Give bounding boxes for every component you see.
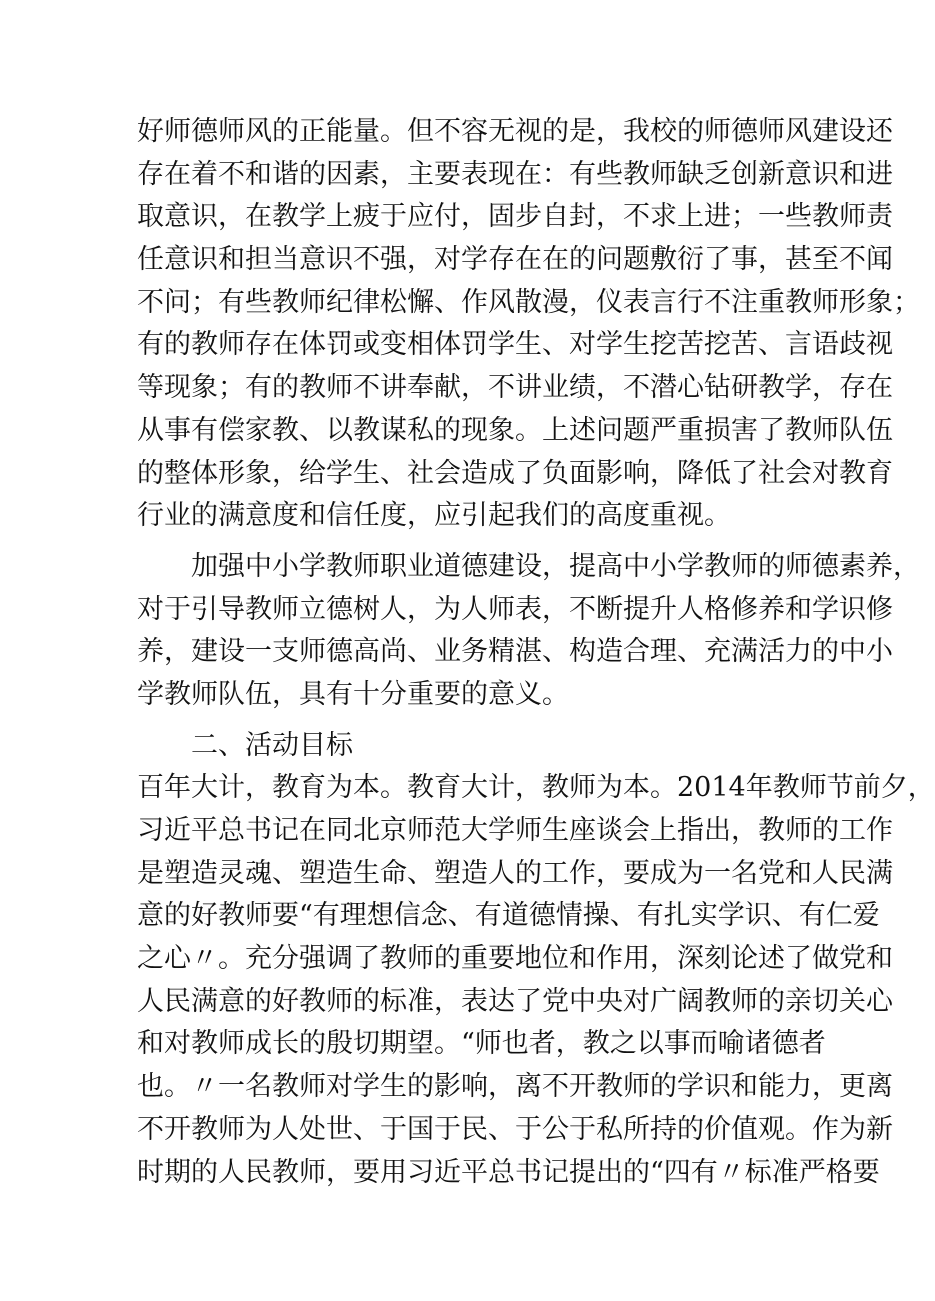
text-line: 不开教师为人处世、于国于民、于公于私所持的价值观。作为新 (137, 1113, 893, 1145)
paragraph-spacer (137, 717, 787, 725)
paragraph-spacer (137, 538, 787, 546)
text-line: 存在着不和谐的因素，主要表现在：有些教师缺乏创新意识和进 (137, 158, 893, 190)
text-line: 取意识，在教学上疲于应付，固步自封，不求上进；一些教师责 (137, 201, 893, 233)
text-line: 养，建设一支师德高尚、业务精湛、构造合理、充满活力的中小 (137, 636, 893, 668)
text-line: 之心〃。充分强调了教师的重要地位和作用，深刻论述了做党和 (137, 943, 893, 975)
text-line: 是塑造灵魂、塑造生命、塑造人的工作，要成为一名党和人民满 (137, 857, 893, 889)
text-line: 对于引导教师立德树人，为人师表，不断提升人格修养和学识修 (137, 593, 893, 625)
paragraph-3 (137, 767, 935, 1194)
text-line: 人民满意的好教师的标准，表达了党中央对广阔教师的亲切关心 (137, 985, 893, 1017)
text-line: 百年大计，教育为本。教育大计，教师为本。2014年教师节前夕， (137, 772, 935, 804)
text-line: 和对教师成长的殷切期望。“师也者，教之以事而喻诸德者 (137, 1028, 826, 1060)
section-heading: 二、活动目标 (137, 729, 353, 761)
text-line: 也。〃一名教师对学生的影响，离不开教师的学识和能力，更离 (137, 1071, 893, 1103)
document-body (137, 111, 935, 1194)
text-line: 学教师队伍，具有十分重要的意义。 (137, 678, 569, 710)
text-line: 的整体形象，给学生、社会造成了负面影响，降低了社会对教育 (137, 457, 893, 489)
text-line: 意的好教师要“有理想信念、有道德情操、有扎实学识、有仁爱 (137, 900, 880, 932)
text-line: 等现象；有的教师不讲奉献，不讲业绩，不潜心钻研教学，存在 (137, 372, 893, 404)
text-line: 习近平总书记在同北京师范大学师生座谈会上指出，教师的工作 (137, 815, 893, 846)
text-line: 好师德师风的正能量。但不容无视的是，我校的师德师风建设还 (137, 116, 893, 147)
text-line: 从事有偿家教、以教谋私的现象。上述问题严重损害了教师队伍 (137, 414, 893, 446)
text-line: 不问；有些教师纪律松懈、作风散漫，仪表言行不注重教师形象； (137, 286, 920, 318)
text-line: 有的教师存在体罚或变相体罚学生、对学生挖苦挖苦、言语歧视 (137, 329, 893, 361)
text-line: 行业的满意度和信任度，应引起我们的高度重视。 (137, 500, 731, 532)
text-line: 加强中小学教师职业道德建设，提高中小学教师的师德素养， (137, 550, 920, 582)
paragraph-2 (137, 546, 920, 717)
text-line: 任意识和担当意识不强，对学存在在的问题敷衍了事，甚至不闻 (137, 244, 893, 276)
paragraph-1 (137, 111, 920, 538)
text-line: 时期的人民教师，要用习近平总书记提出的“四有〃标准严格要 (137, 1156, 880, 1188)
